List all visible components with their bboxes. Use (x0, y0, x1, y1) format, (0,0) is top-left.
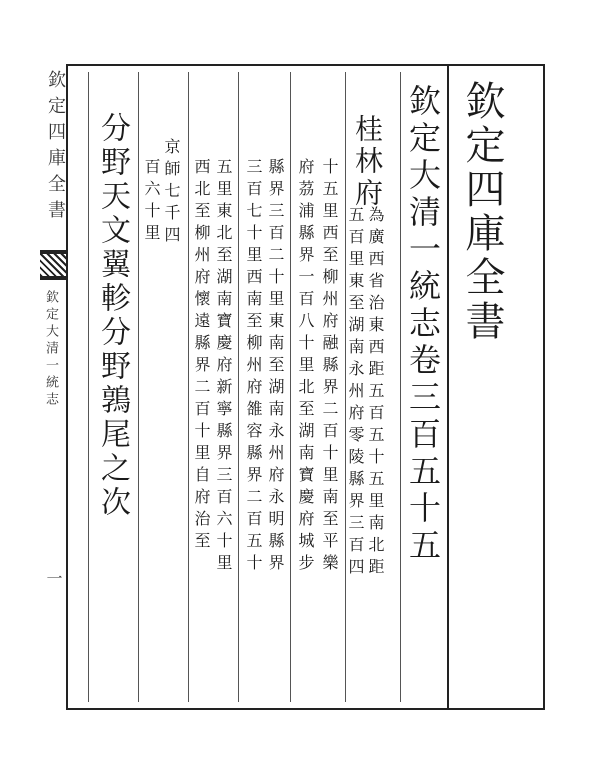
fish-tail-mark (40, 250, 66, 280)
volume-heading: 欽定大清一統志卷三百五十五 (404, 84, 442, 565)
page-number: 一 (44, 570, 63, 586)
column-rule (400, 72, 401, 702)
body-text-col: 京師七千四 (162, 138, 181, 248)
annotation-col-a: 為廣西省治東西距五百五十五里南北距 (366, 206, 385, 580)
body-text-col: 三百七十里西南至柳州府雒容縣界二百五十 (244, 158, 263, 576)
prefecture-name: 桂林府 (351, 114, 384, 210)
margin-title-top: 欽定四庫全書 (45, 70, 66, 226)
body-text-col: 百六十里 (142, 158, 161, 246)
fenye-text: 分野天文翼軫分野鶉尾之次 (95, 112, 130, 520)
column-rule (290, 72, 291, 702)
title-divider (447, 64, 449, 710)
margin-title: 欽定大清一統志 (43, 290, 58, 409)
body-text-col: 西北至柳州府懷遠縣界二百十里自府治至 (192, 158, 211, 554)
column-rule (138, 72, 139, 702)
annotation-col-b: 五百里東至湖南永州府零陵縣界三百四 (346, 206, 365, 580)
body-text-col: 五里東北至湖南寶慶府新寧縣界三百六十里 (214, 158, 233, 576)
column-rule (188, 72, 189, 702)
column-rule (88, 72, 89, 702)
column-rule (238, 72, 239, 702)
body-text-col: 縣界三百二十里東南至湖南永州府永明縣界 (266, 158, 285, 576)
library-title: 欽定四庫全書 (459, 80, 505, 344)
body-text-col: 十五里西至柳州府融縣界二百十里南至平樂 (320, 158, 339, 576)
body-text-col: 府茘浦縣界一百八十里北至湖南寶慶府城步 (296, 158, 315, 576)
